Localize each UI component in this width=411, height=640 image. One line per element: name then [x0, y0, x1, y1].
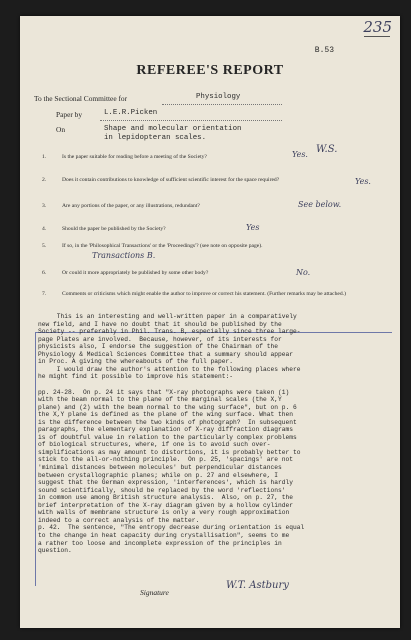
answer-4: Yes: [246, 223, 260, 232]
reference-number: B.53: [314, 46, 334, 55]
answer-1: Yes.: [292, 150, 308, 159]
body-text-line: sound scientifically, should be replaced by the word 'reflections': [38, 486, 286, 494]
paper-by-line: [100, 120, 282, 121]
answer-5: Transactions B.: [92, 251, 156, 260]
body-text-line: in Proc. A giving the whereabouts of the full paper.: [38, 358, 234, 366]
question-number: 4.: [42, 226, 47, 232]
question-text: Is the paper suitable for reading before a meeting of the Society?: [62, 154, 207, 160]
body-text-line: with the beam normal to the plane of the marginal scales (the X,Y: [38, 396, 282, 404]
body-text-line: p. 42. The sentence, "The entropy decrease during orientation is equal: [38, 524, 305, 532]
to-committee-line: [162, 104, 282, 105]
question-number: 2.: [42, 177, 47, 183]
question-number: 6.: [42, 270, 47, 276]
body-text-line: physicists also, I endorse the suggestion of the Chairman of the: [38, 343, 279, 351]
question-text: Should the paper be published by the Society?: [62, 226, 166, 232]
question-number: 3.: [42, 203, 47, 209]
answer-2: Yes.: [355, 177, 371, 186]
body-text-line: I would draw the author's attention to the following places where: [38, 365, 301, 373]
body-text-line: suggest that the German expression, 'interferences', which is hardly: [38, 479, 294, 487]
on-label: On: [56, 125, 66, 134]
body-text-line: with walls of membrane structure is only a very rough approximation: [38, 509, 290, 517]
body-text-line: is of doubtful value in relation to the particularly complex problems: [38, 433, 297, 441]
signature: W.T. Astbury: [226, 580, 289, 591]
paper-by-label: Paper by: [56, 110, 83, 119]
paper-by-value: L.E.R.Picken: [104, 109, 158, 117]
body-text-line: This is an interesting and well-written paper in a comparatively: [38, 313, 297, 320]
question-number: 7.: [42, 291, 47, 297]
body-text-line: page Plates are involved. Because, however, of its interests for: [38, 335, 282, 343]
body-text-line: plane) and (2) with the beam normal to the wing surface", but on p. 6: [38, 403, 297, 411]
on-value-line-2: in lepidopteran scales.: [104, 134, 207, 142]
question-text: Are any portions of the paper, or any illustrations, redundant?: [62, 203, 200, 209]
report-title: REFEREE'S REPORT: [136, 63, 284, 78]
body-text-line: stick to the all-or-nothing principle. On p. 25, 'spacings' are not: [38, 456, 294, 464]
question-number: 5.: [42, 243, 47, 249]
signature-label: Signature: [140, 588, 169, 597]
body-text-line: indeed to a correct analysis of the matter.: [38, 516, 200, 524]
body-text-line: a rather too loose and incomplete expression of the principles in: [38, 539, 282, 547]
folio-number: 235: [363, 18, 392, 36]
body-text-line: between crystallographic planes; while on p. 27 and elsewhere, I: [38, 471, 279, 479]
body-text-line: the X,Y plane is defined as the plane of the wing surface. What then: [38, 411, 294, 419]
question-text: Does it contain contributions to knowledge of sufficient scientific interest for the space required?: [62, 177, 280, 183]
body-text-line: paragraphs, the elementary explanation of X-ray diffraction diagrams: [38, 426, 294, 434]
body-text-line: he might find it possible to improve his statement:-: [38, 373, 234, 381]
to-committee-value: Physiology: [196, 93, 241, 101]
referee-report-page: [20, 16, 400, 628]
body-text-line: Society -- preferably in Phil. Trans. B, especially since three large-: [38, 328, 301, 336]
question-text: Or could it more appropriately be published by some other body?: [62, 270, 209, 276]
folio-underline: [364, 36, 390, 37]
answer-3: See below.: [298, 200, 342, 209]
body-text-line: is the difference between the two kinds of photograph? In subsequent: [38, 418, 297, 426]
to-committee-label: To the Sectional Committee for: [34, 94, 128, 103]
body-text-line: brief interpretation of the X-ray diagram given by a hollow cylinder: [38, 501, 294, 509]
body-text-line: question.: [38, 547, 72, 555]
question-text: If so, in the 'Philosophical Transactions' or the 'Proceedings'? (see note on opposite page).: [62, 243, 263, 249]
initials-mark: W.S.: [316, 144, 338, 155]
body-text-line: of biological structures, where, if one is to avoid such over-: [38, 441, 271, 449]
question-text: Comments or criticisms which might enable the author to improve or correct his statement. (Further remarks may be attached.): [62, 291, 346, 297]
body-text-line: pp. 24-28. On p. 24 it says that "X-ray photographs were taken (1): [38, 388, 290, 396]
question-number: 1.: [42, 154, 47, 160]
body-text-line: new field, and I have no doubt that it should be published by the: [38, 320, 282, 328]
on-value-line-1: Shape and molecular orientation: [104, 125, 242, 133]
body-text-line: to the change in heat capacity during crystallisation", seems to me: [38, 531, 290, 539]
body-text-line: in common use among British structure analysis. Also, on p. 27, the: [38, 494, 294, 502]
body-text-line: Physiology & Medical Sciences Committee that a summary should appear: [38, 350, 294, 358]
body-text-line: simplifications as may amount to distortions, it is probably better to: [38, 448, 301, 456]
answer-6: No.: [296, 268, 311, 277]
body-text-line: 'minimal distances between molecules' but perpendicular distances: [38, 464, 282, 471]
